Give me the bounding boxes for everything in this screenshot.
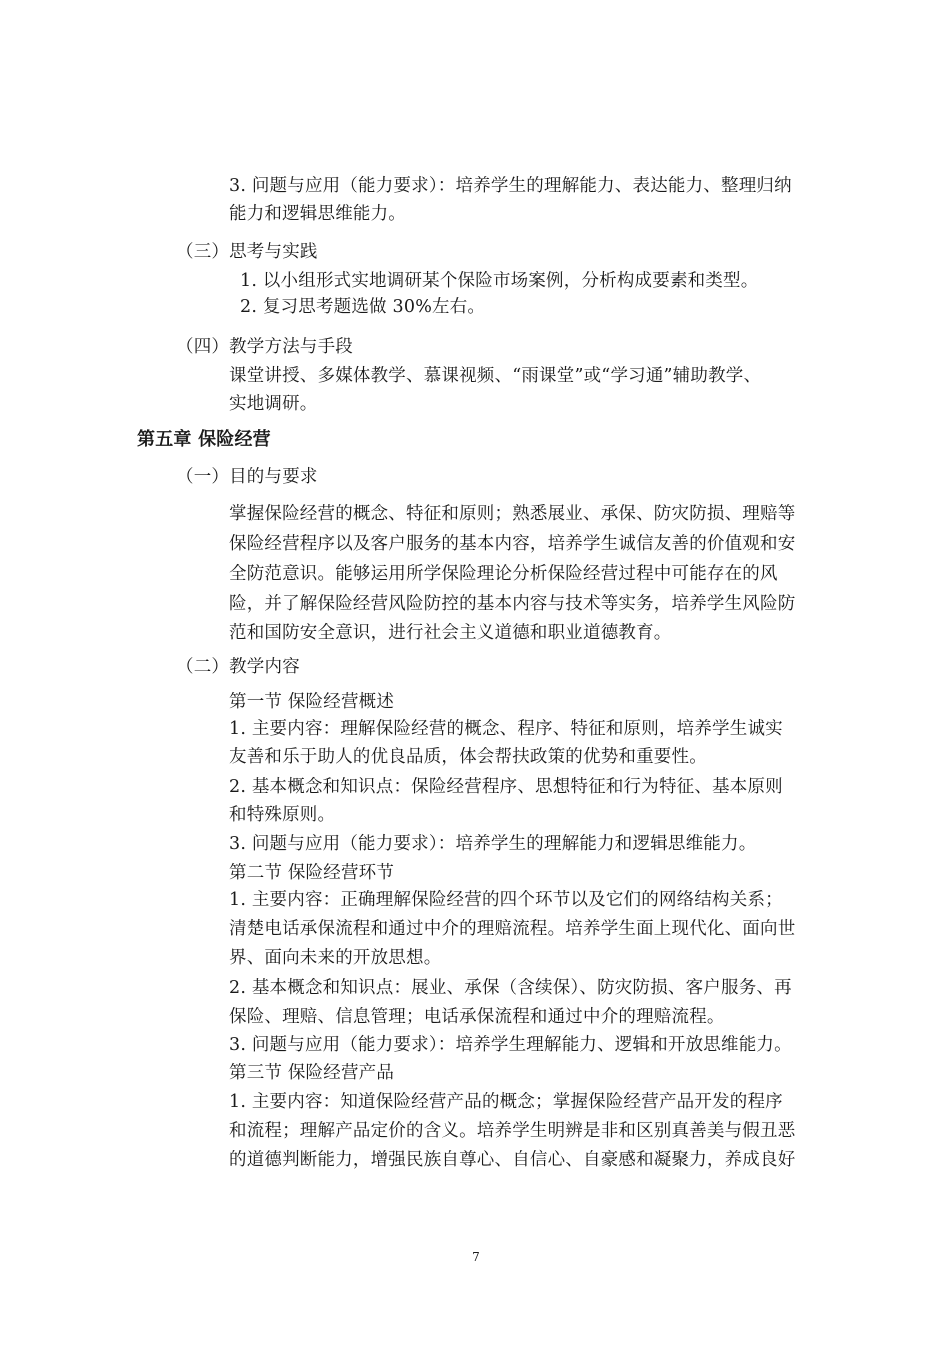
section-heading: （一）目的与要求 bbox=[176, 467, 318, 487]
list-item: 1. 以小组形式实地调研某个保险市场案例，分析构成要素和类型。 bbox=[240, 271, 759, 291]
text-line: 清楚电话承保流程和通过中介的理赔流程。培养学生面上现代化、面向世 bbox=[229, 919, 796, 939]
section-heading: （四）教学方法与手段 bbox=[176, 337, 353, 357]
text-line: 实地调研。 bbox=[229, 394, 318, 414]
section-heading: （二）教学内容 bbox=[176, 657, 300, 677]
text-line: 的道德判断能力，增强民族自尊心、自信心、自豪感和凝聚力，养成良好 bbox=[229, 1150, 796, 1170]
text-line: 保险、理赔、信息管理；电话承保流程和通过中介的理赔流程。 bbox=[229, 1007, 725, 1027]
text-line: 能力和逻辑思维能力。 bbox=[229, 204, 406, 224]
text-line: 掌握保险经营的概念、特征和原则；熟悉展业、承保、防灾防损、理赔等 bbox=[229, 504, 796, 524]
text-line: 保险经营程序以及客户服务的基本内容，培养学生诚信友善的价值观和安 bbox=[229, 534, 796, 554]
subsection-title: 第三节 保险经营产品 bbox=[229, 1063, 395, 1083]
text-line: 和流程；理解产品定价的含义。培养学生明辨是非和区别真善美与假丑恶 bbox=[229, 1121, 796, 1141]
list-item: 2. 复习思考题选做 30%左右。 bbox=[240, 297, 486, 317]
page-number: 7 bbox=[472, 1250, 480, 1264]
text-line: 3. 问题与应用（能力要求）：培养学生理解能力、逻辑和开放思维能力。 bbox=[229, 1035, 792, 1055]
text-line: 1. 主要内容：正确理解保险经营的四个环节以及它们的网络结构关系； bbox=[229, 890, 783, 910]
text-line: 1. 主要内容：理解保险经营的概念、程序、特征和原则，培养学生诚实 bbox=[229, 719, 783, 739]
text-line: 全防范意识。能够运用所学保险理论分析保险经营过程中可能存在的风 bbox=[229, 564, 778, 584]
text-line: 1. 主要内容：知道保险经营产品的概念；掌握保险经营产品开发的程序 bbox=[229, 1092, 783, 1112]
text-line: 3. 问题与应用（能力要求）：培养学生的理解能力、表达能力、整理归纳 bbox=[229, 176, 792, 196]
text-line: 范和国防安全意识，进行社会主义道德和职业道德教育。 bbox=[229, 623, 672, 643]
text-line: 3. 问题与应用（能力要求）：培养学生的理解能力和逻辑思维能力。 bbox=[229, 834, 757, 854]
text-line: 2. 基本概念和知识点：保险经营程序、思想特征和行为特征、基本原则 bbox=[229, 777, 783, 797]
text-line: 课堂讲授、多媒体教学、慕课视频、“雨课堂”或“学习通”辅助教学、 bbox=[229, 366, 762, 386]
text-line: 友善和乐于助人的优良品质，体会帮扶政策的优势和重要性。 bbox=[229, 747, 707, 767]
subsection-title: 第二节 保险经营环节 bbox=[229, 863, 395, 883]
text-line: 界、面向未来的开放思想。 bbox=[229, 948, 442, 968]
section-heading: （三）思考与实践 bbox=[176, 242, 318, 262]
text-line: 2. 基本概念和知识点：展业、承保（含续保）、防灾防损、客户服务、再 bbox=[229, 978, 792, 998]
chapter-title: 第五章 保险经营 bbox=[137, 429, 271, 450]
text-line: 险，并了解保险经营风险防控的基本内容与技术等实务，培养学生风险防 bbox=[229, 594, 796, 614]
text-line: 和特殊原则。 bbox=[229, 805, 336, 825]
subsection-title: 第一节 保险经营概述 bbox=[229, 692, 395, 712]
